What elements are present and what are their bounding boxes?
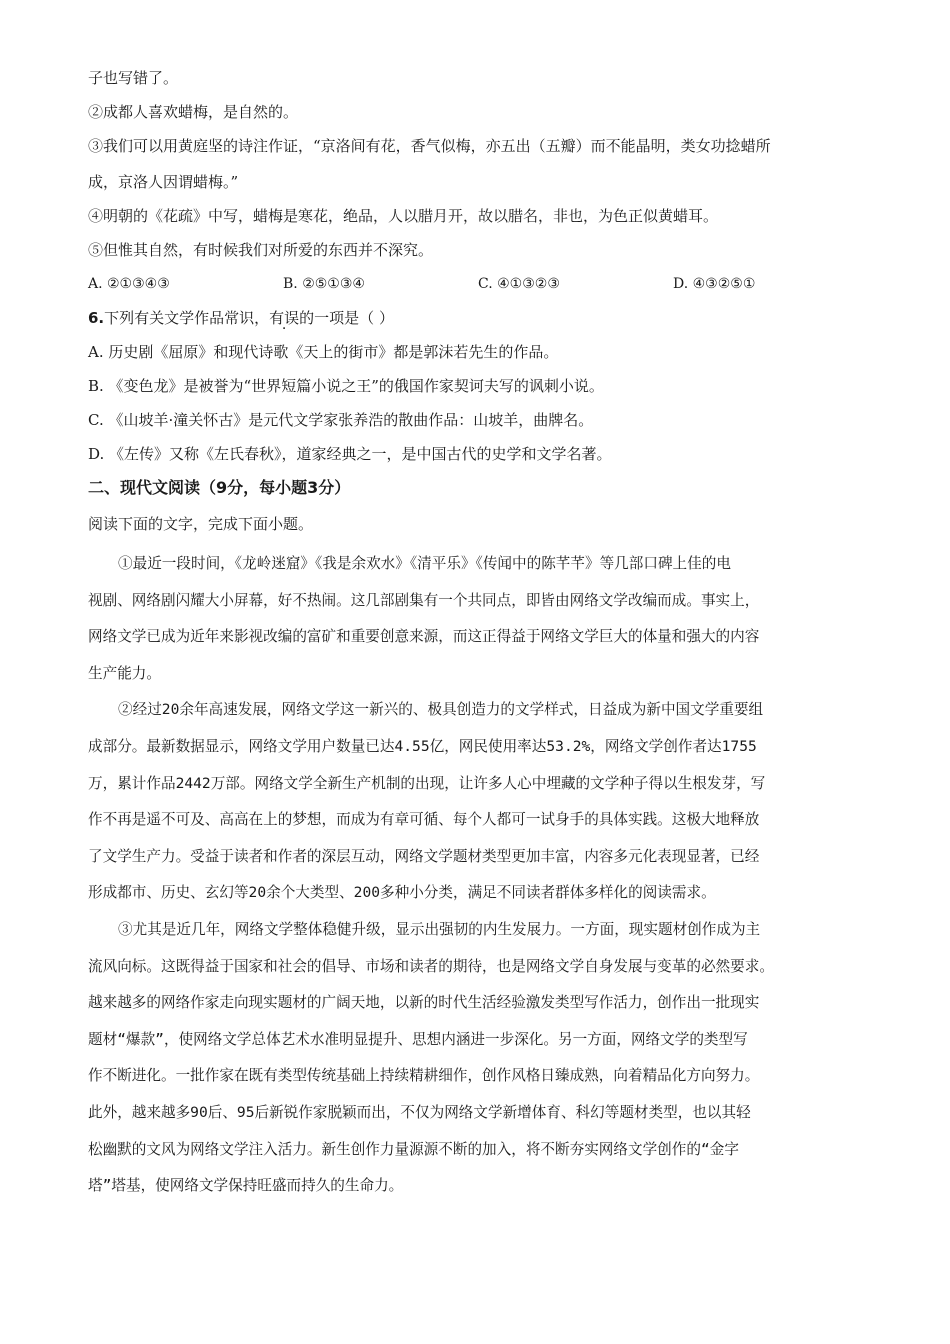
text-line: 子也写错了。 — [88, 69, 179, 87]
option-b[interactable]: B. ②⑤①③④ — [283, 276, 365, 292]
paragraph-line: 越来越多的网络作家走向现实题材的广阔天地，以新的时代生活经验激发类型写作活力，创作出一批现实 — [88, 994, 760, 1012]
paragraph-line: 松幽默的文风为网络文学注入活力。新生创作力量源源不断的加入，将不断夯实网络文学创作的“金字 — [88, 1140, 739, 1158]
paragraph-line: 生产能力。 — [88, 664, 161, 682]
paragraph-line: 作不再是遥不可及、高高在上的梦想，而成为有章可循、每个人都可一试身手的具体实践。这极大地释放 — [88, 811, 760, 829]
passage-paragraph-2 — [88, 692, 868, 912]
reading-instruction: 阅读下面的文字，完成下面小题。 — [88, 515, 314, 533]
paragraph-line: ②经过20余年高速发展，网络文学这一新兴的、极具创造力的文学样式，日益成为新中国文学重要组 — [118, 701, 764, 719]
stem-text-end: 的一项是（ ） — [299, 309, 394, 327]
text-line: ④明朝的《花疏》中写，蜡梅是寒花，绝品，人以腊月开，故以腊名，非也，为色正似黄蜡耳。 — [88, 207, 719, 225]
paragraph-line: 网络文学已成为近年来影视改编的富矿和重要创意来源，而这正得益于网络文学巨大的体量和强大的内容 — [88, 628, 760, 646]
paragraph-line: 万，累计作品2442万部。网络文学全新生产机制的出现，让许多人心中埋藏的文学种子得以生根发芽，写 — [88, 774, 766, 792]
paragraph-line: 题材“爆款”，使网络文学总体艺术水准明显提升、思想内涵进一步深化。另一方面，网络文学的类型写 — [88, 1030, 748, 1048]
paragraph-line: 了文学生产力。受益于读者和作者的深层互动，网络文学题材类型更加丰富，内容多元化表现显著，已经 — [88, 847, 760, 865]
question-number: 6. — [88, 309, 105, 327]
paragraph-line: 此外，越来越多90后、95后新锐作家脱颖而出，不仅为网络文学新增体育、科幻等题材类型，也以其轻 — [88, 1103, 751, 1121]
paragraph-line: 作不断进化。一批作家在既有类型传统基础上持续精耕细作，创作风格日臻成熟，向着精品化方向努力。 — [88, 1067, 760, 1085]
emphasis-text: 有误 — [269, 309, 300, 327]
paragraph-line: ①最近一段时间，《龙岭迷窟》《我是余欢水》《清平乐》《传闻中的陈芊芊》等几部口碑上佳的电 — [118, 555, 731, 572]
question-5-continuation — [88, 68, 868, 274]
text-line: ③我们可以用黄庭坚的诗注作证，“京洛间有花，香气似梅，亦五出（五瓣）而不能晶明，类女功捻蜡所 — [88, 137, 771, 155]
paragraph-line: 形成都市、历史、玄幻等20余个大类型、200多种小分类，满足不同读者群体多样化的阅读需求。 — [88, 884, 716, 902]
section-title: 二、现代文阅读（9分，每小题3分） — [88, 478, 351, 497]
paragraph-line: 视剧、网络剧闪耀大小屏幕，好不热闹。这几部剧集有一个共同点，即皆由网络文学改编而成。事实上， — [88, 591, 760, 609]
reading-passage — [88, 546, 868, 1205]
paragraph-line: 成部分。最新数据显示，网络文学用户数量已达4.55亿，网民使用率达53.2%，网络文学创作者达1755 — [88, 737, 757, 755]
question-6-stem — [88, 308, 868, 342]
question-5-options — [88, 274, 868, 308]
text-line: 成，京洛人因谓蜡梅。” — [88, 173, 239, 191]
exam-page — [88, 68, 868, 1205]
passage-paragraph-3 — [88, 912, 868, 1205]
stem-text: 下列有关文学作品常识， — [104, 309, 270, 327]
text-line: ⑤但惟其自然，有时候我们对所爱的东西并不深究。 — [88, 241, 434, 259]
option-d[interactable]: D. 《左传》又称《左氏春秋》，道家经典之一，是中国古代的史学和文学名著。 — [88, 445, 612, 463]
text-line: ②成都人喜欢蜡梅，是自然的。 — [88, 103, 299, 121]
option-a[interactable]: A. 历史剧《屈原》和现代诗歌《天上的街市》都是郭沫若先生的作品。 — [88, 343, 559, 361]
passage-paragraph-1 — [88, 546, 868, 692]
paragraph-line: 流风向标。这既得益于国家和社会的倡导、市场和读者的期待，也是网络文学自身发展与变革的必然要求。 — [88, 957, 774, 975]
paragraph-line: 塔”塔基，使网络文学保持旺盛而持久的生命力。 — [88, 1177, 404, 1195]
option-a[interactable]: A. ②①③④③ — [88, 276, 170, 292]
option-c[interactable]: C. ④①③②③ — [478, 276, 560, 292]
option-c[interactable]: C. 《山坡羊·潼关怀古》是元代文学家张养浩的散曲作品：山坡羊，曲牌名。 — [88, 411, 594, 429]
option-d[interactable]: D. ④③②⑤① — [673, 276, 756, 292]
question-6-options — [88, 342, 868, 478]
paragraph-line: ③尤其是近几年，网络文学整体稳健升级，显示出强韧的内生发展力。一方面，现实题材创作成为主 — [118, 920, 761, 938]
option-b[interactable]: B. 《变色龙》是被誉为“世界短篇小说之王”的俄国作家契诃夫写的讽刺小说。 — [88, 377, 604, 395]
